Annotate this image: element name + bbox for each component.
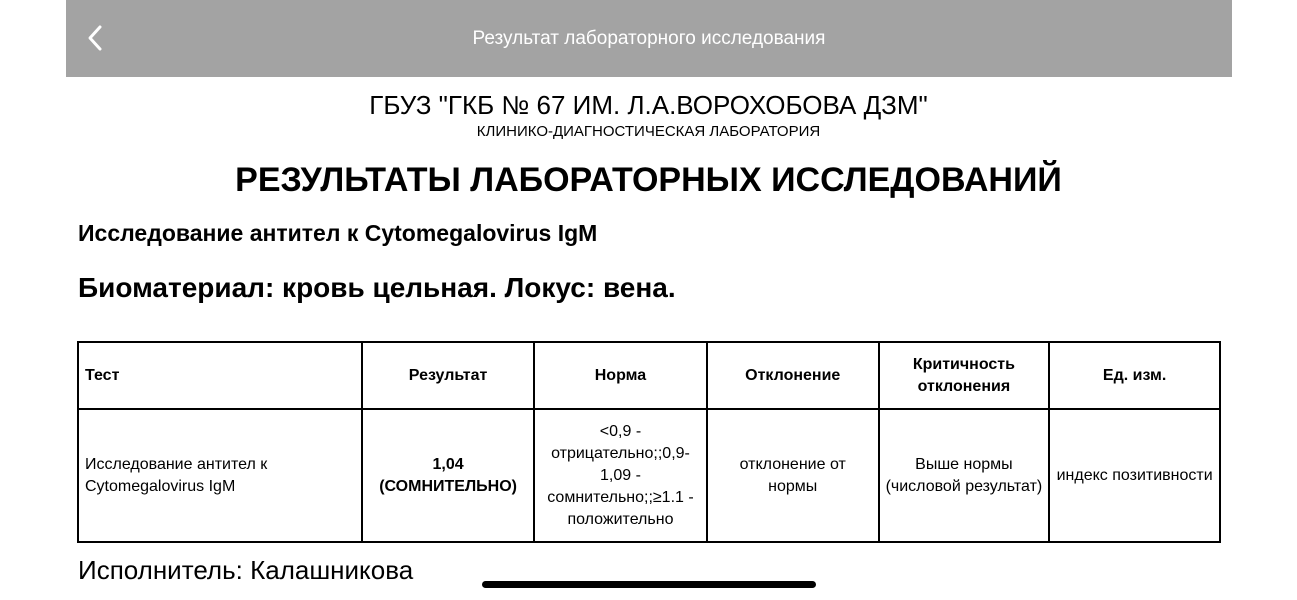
header-norm: Норма: [534, 342, 707, 409]
navigation-bar: [66, 0, 1232, 77]
study-name: Исследование антител к Cytomegalovirus IgM: [78, 220, 598, 246]
home-indicator[interactable]: [482, 581, 816, 588]
nav-title: Результат лабораторного исследования: [472, 28, 826, 49]
header-test: Тест: [78, 342, 362, 409]
cell-result: 1,04 (СОМНИТЕЛЬНО): [362, 409, 534, 542]
table-row: [78, 409, 1220, 542]
header-unit: Ед. изм.: [1049, 342, 1220, 409]
page-title: РЕЗУЛЬТАТЫ ЛАБОРАТОРНЫХ ИССЛЕДОВАНИЙ: [235, 161, 1062, 199]
cell-test: Исследование антител к Cytomegalovirus IgM: [78, 409, 362, 542]
table-header-row: [78, 342, 1220, 409]
cell-criticality: Выше нормы (числовой результат): [879, 409, 1050, 542]
cell-norm: <0,9 - отрицательно;;0,9-1,09 - сомнительно;;≥1.1 - положительно: [534, 409, 707, 542]
department-name: КЛИНИКО-ДИАГНОСТИЧЕСКАЯ ЛАБОРАТОРИЯ: [476, 123, 821, 140]
header-criticality: Критичность отклонения: [879, 342, 1050, 409]
header-deviation: Отклонение: [707, 342, 879, 409]
executor-line: Исполнитель: Калашникова: [78, 555, 414, 585]
organization-name: ГБУЗ "ГКБ № 67 ИМ. Л.А.ВОРОХОБОВА ДЗМ": [369, 90, 928, 120]
biomaterial-info: Биоматериал: кровь цельная. Локус: вена.: [78, 272, 676, 303]
cell-unit: индекс позитивности: [1049, 409, 1220, 542]
results-table: [77, 341, 1221, 543]
header-result: Результат: [362, 342, 534, 409]
cell-deviation: отклонение от нормы: [707, 409, 879, 542]
